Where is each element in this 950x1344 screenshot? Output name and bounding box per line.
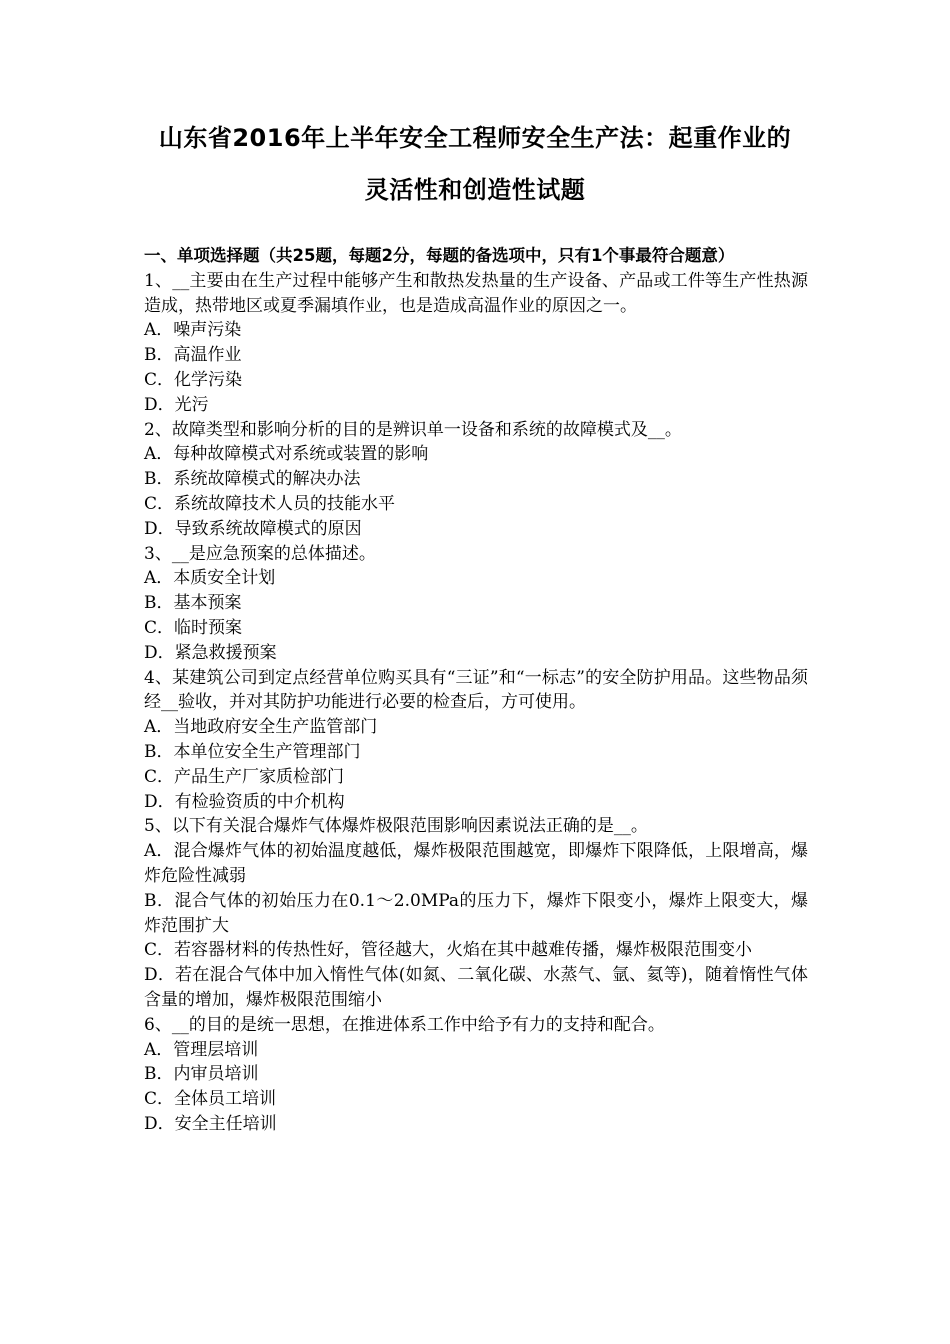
question-stem: 4、某建筑公司到定点经营单位购买具有“三证”和“一标志”的安全防护用品。这些物品须经__验收，并对其防护功能进行必要的检查后，方可使用。 (144, 667, 808, 713)
question-stem: 3、__是应急预案的总体描述。 (144, 543, 376, 564)
option-d: D．光污 (144, 394, 209, 415)
option-a: A．噪声污染 (144, 320, 242, 341)
option-d: D．若在混合气体中加入惰性气体(如氮、二氧化碳、水蒸气、氩、氦等)，随着惰性气体含量的增加，爆炸极限范围缩小 (144, 965, 808, 1010)
option-c: C．全体员工培训 (144, 1089, 277, 1110)
option-a: A．混合爆炸气体的初始温度越低，爆炸极限范围越宽，即爆炸下限降低，上限增高，爆炸危险性减弱 (144, 841, 808, 886)
option-d: D．安全主任培训 (144, 1113, 277, 1134)
option-c: C．临时预案 (144, 617, 243, 638)
title-line-2: 灵活性和创造性试题 (364, 176, 586, 204)
question-stem: 6、__的目的是统一思想，在推进体系工作中给予有力的支持和配合。 (144, 1014, 665, 1035)
option-b: B．基本预案 (144, 593, 242, 614)
option-d: D．有检验资质的中介机构 (144, 791, 345, 812)
document-body (144, 244, 808, 1137)
option-b: B．系统故障模式的解决办法 (144, 469, 361, 490)
title-line-1: 山东省2016年上半年安全工程师安全生产法：起重作业的 (158, 124, 792, 152)
question-block (144, 1013, 808, 1137)
option-c: C．产品生产厂家质检部门 (144, 766, 345, 787)
option-b: B．混合气体的初始压力在0.1～2.0MPa的压力下，爆炸下限变小，爆炸上限变大，爆炸范围扩大 (144, 890, 808, 936)
document-title (100, 112, 850, 216)
option-a: A．管理层培训 (144, 1039, 259, 1060)
option-b: B．本单位安全生产管理部门 (144, 741, 361, 762)
option-a: A．本质安全计划 (144, 568, 276, 589)
option-d: D．导致系统故障模式的原因 (144, 518, 362, 539)
question-stem: 1、__主要由在生产过程中能够产生和散热发热量的生产设备、产品或工件等生产性热源造成，热带地区或夏季漏填作业，也是造成高温作业的原因之一。 (144, 270, 808, 316)
option-b: B．内审员培训 (144, 1064, 259, 1085)
option-a: A．每种故障模式对系统或装置的影响 (144, 444, 429, 465)
option-a: A．当地政府安全生产监管部门 (144, 717, 378, 738)
question-block (144, 418, 808, 542)
section-heading: 一、单项选择题（共25题，每题2分，每题的备选项中，只有1个事最符合题意） (144, 246, 735, 265)
question-block (144, 269, 808, 418)
question-block (144, 666, 808, 815)
option-b: B．高温作业 (144, 345, 242, 366)
option-c: C．系统故障技术人员的技能水平 (144, 493, 396, 514)
option-d: D．紧急救援预案 (144, 642, 277, 663)
question-block (144, 542, 808, 666)
question-stem: 5、以下有关混合爆炸气体爆炸极限范围影响因素说法正确的是__。 (144, 816, 648, 837)
question-stem: 2、故障类型和影响分析的目的是辨识单一设备和系统的故障模式及__。 (144, 419, 682, 440)
question-block (144, 814, 808, 1012)
option-c: C．化学污染 (144, 369, 243, 390)
option-c: C．若容器材料的传热性好，管径越大，火焰在其中越难传播，爆炸极限范围变小 (144, 940, 753, 961)
